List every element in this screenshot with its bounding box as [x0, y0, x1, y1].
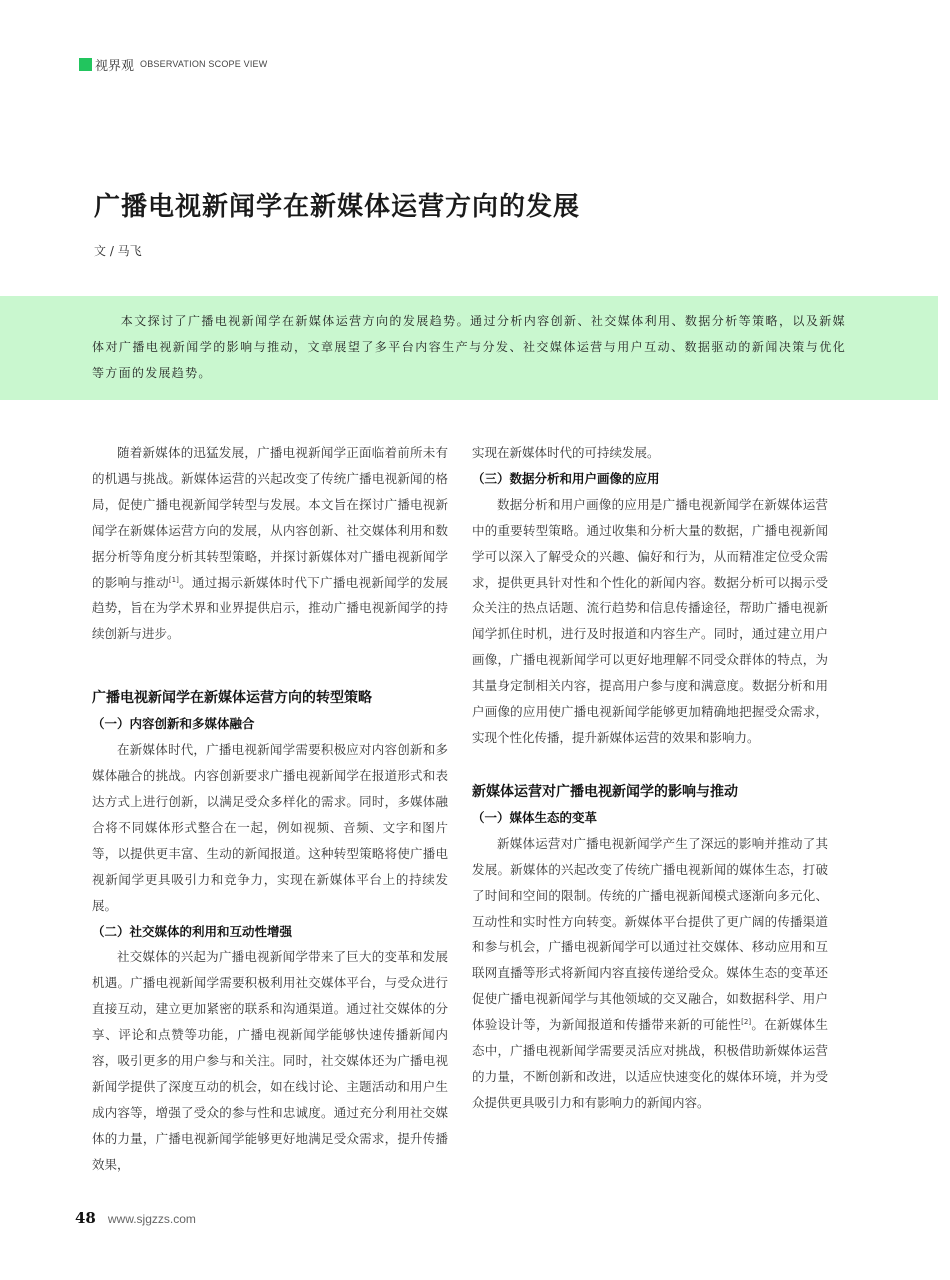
section-marker-icon: [79, 58, 92, 71]
section-heading: 广播电视新闻学在新媒体运营方向的转型策略: [92, 690, 372, 707]
citation-ref: [1]: [168, 575, 179, 584]
body-paragraph: 社交媒体的兴起为广播电视新闻学带来了巨大的变革和发展机遇。广播电视新闻学需要积极利用社交媒体平台，与受众进行直接互动，建立更加紧密的联系和沟通渠道。通过社交媒体的分享、评论和点赞等功能，广播电视新闻学能够快速传播新闻内容，吸引更多的用户参与和关注。同时，社交媒体还为广播电视新闻学提供了深度互动的机会，如在线讨论、主题活动和用户生成内容等，增强了受众的参与性和忠诚度。通过充分利用社交媒体的力量，广播电视新闻学能够更好地满足受众需求，提升传播效果，: [92, 949, 448, 1172]
body-paragraph: 数据分析和用户画像的应用是广播电视新闻学在新媒体运营中的重要转型策略。通过收集和分析大量的数据，广播电视新闻学可以深入了解受众的兴趣、偏好和行为，从而精准定位受众需求，提供更具针对性和个性化的新闻内容。数据分析可以揭示受众关注的热点话题、流行趋势和信息传播途径，帮助广播电视新闻学抓住时机，进行及时报道和内容生产。同时，通过建立用户画像，广播电视新闻学可以更好地理解不同受众群体的特点，为其量身定制相关内容，提高用户参与度和满意度。数据分析和用户画像的应用使广播电视新闻学能够更加精确地把握受众需求，实现个性化传播，提升新媒体运营的效果和影响力。: [472, 496, 828, 745]
page-number: 48: [75, 1209, 96, 1227]
abstract-text: 本文探讨了广播电视新闻学在新媒体运营方向的发展趋势。通过分析内容创新、社交媒体利用、数据分析等策略，以及新媒体对广播电视新闻学的影响与推动，文章展望了多平台内容生产与分发、社交媒体运营与用户互动、数据驱动的新闻决策与优化等方面的发展趋势。: [92, 314, 846, 380]
page-footer: [75, 1209, 196, 1227]
body-paragraph: 新媒体运营对广播电视新闻学产生了深远的影响并推动了其发展。新媒体的兴起改变了传统广播电视新闻的媒体生态，打破了时间和空间的限制。传统的广播电视新闻模式逐渐向多元化、互动性和实时性方向转变。新媒体平台提供了更广阔的传播渠道和参与机会，广播电视新闻学可以通过社交媒体、移动应用和互联网直播等形式将新闻内容直接传递给受众。媒体生态的变革还促使广播电视新闻学与其他领域的交叉融合，如数据科学、用户体验设计等，为新闻报道和传播带来新的可能性[2]。在新媒体生态中，广播电视新闻学需要灵活应对挑战，积极借助新媒体运营的力量，不断创新和改进，以适应快速变化的媒体环境，并为受众提供更具吸引力和有影响力的新闻内容。: [472, 835, 828, 1110]
subsection-heading: （一）内容创新和多媒体融合: [92, 716, 255, 732]
section-name: 视界观: [95, 58, 135, 74]
section-heading: 新媒体运营对广播电视新闻学的影响与推动: [472, 783, 738, 800]
citation-ref: [2]: [741, 1017, 752, 1026]
subsection-heading: （三）数据分析和用户画像的应用: [472, 470, 660, 486]
page-header: [79, 56, 267, 72]
body-paragraph-continued: 实现在新媒体时代的可持续发展。: [472, 445, 660, 460]
article-title: 广播电视新闻学在新媒体运营方向的发展: [94, 192, 581, 222]
section-name-english: OBSERVATION SCOPE VIEW: [140, 59, 268, 69]
subsection-heading: （一）媒体生态的变革: [472, 809, 598, 825]
right-column: [472, 440, 828, 1116]
left-column: [92, 440, 448, 1178]
article-author: 文 / 马飞: [94, 244, 142, 258]
subsection-heading: （二）社交媒体的利用和互动性增强: [92, 923, 293, 939]
intro-paragraph: 随着新媒体的迅猛发展，广播电视新闻学正面临着前所未有的机遇与挑战。新媒体运营的兴起改变了传统广播电视新闻的格局，促使广播电视新闻学转型与发展。本文旨在探讨广播电视新闻学在新媒体运营方向的发展，从内容创新、社交媒体利用和数据分析等角度分析其转型策略，并探讨新媒体对广播电视新闻学的影响与推动[1]。通过揭示新媒体时代下广播电视新闻学的发展趋势，旨在为学术界和业界提供启示，推动广播电视新闻学的持续创新与进步。: [92, 445, 448, 642]
body-paragraph: 在新媒体时代，广播电视新闻学需要积极应对内容创新和多媒体融合的挑战。内容创新要求广播电视新闻学在报道形式和表达方式上进行创新，以满足受众多样化的需求。同时，多媒体融合将不同媒体形式整合在一起，例如视频、音频、文字和图片等，以提供更丰富、生动的新闻报道。这种转型策略将使广播电视新闻学更具吸引力和竞争力，实现在新媒体平台上的持续发展。: [92, 742, 448, 913]
website-link[interactable]: www.sjgzzs.com: [107, 1212, 196, 1226]
abstract-box: [0, 296, 938, 400]
